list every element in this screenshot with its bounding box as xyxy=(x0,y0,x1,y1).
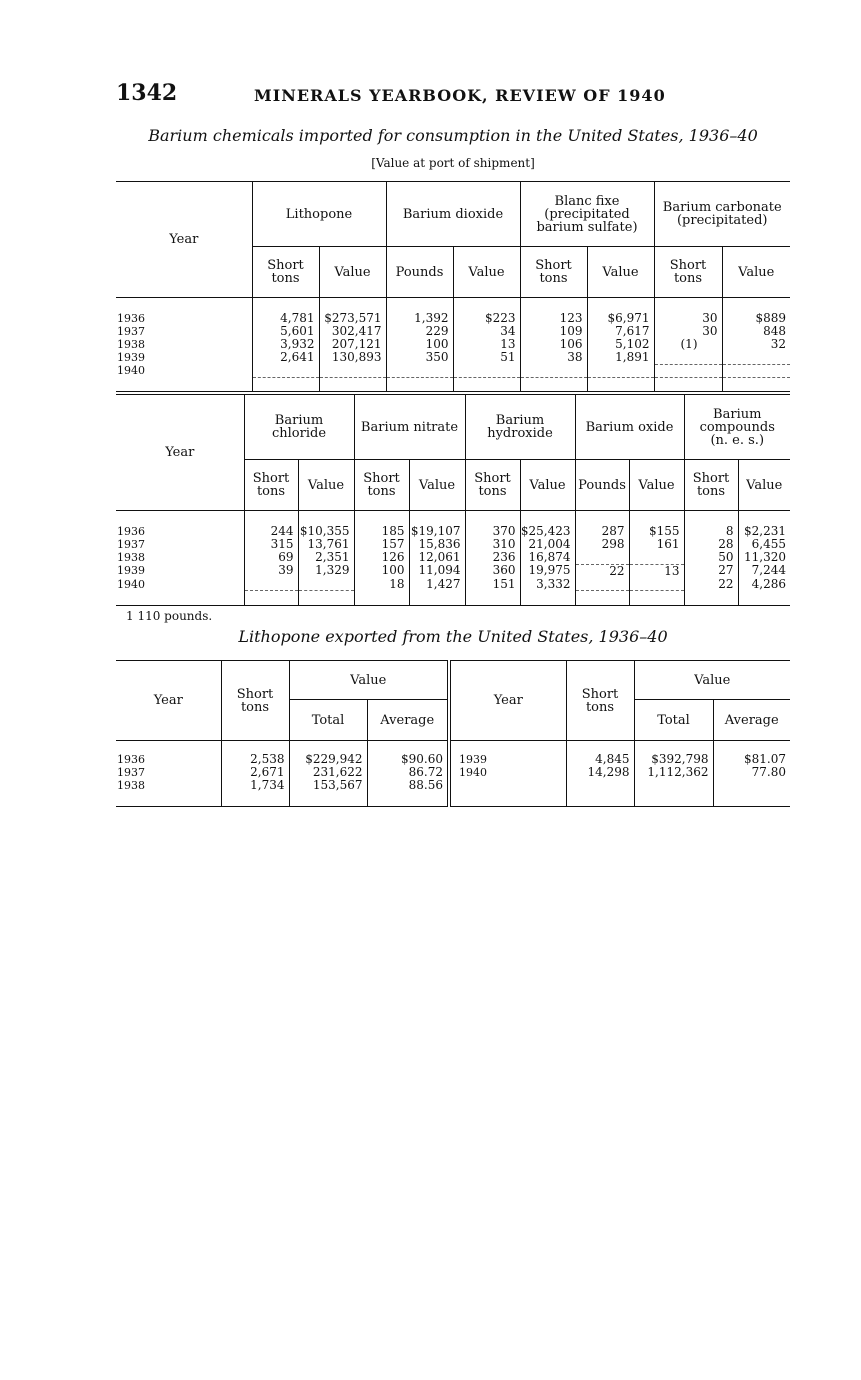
cell: 229 xyxy=(386,325,453,338)
table1-year-header: Year xyxy=(116,182,252,298)
cell: 18 xyxy=(354,578,409,591)
year-cell: 1940 xyxy=(117,577,145,591)
cell: $19,107 xyxy=(409,525,465,538)
table3-short-tons-header: Short tons xyxy=(566,661,634,741)
cell: 19,975 xyxy=(520,564,575,578)
table2-year-header: Year xyxy=(116,393,244,511)
table3-title: Lithopone exported from the United States, 1936–40 xyxy=(238,627,668,646)
cell: $223 xyxy=(453,312,520,325)
cell xyxy=(575,551,629,564)
cell: $889 xyxy=(722,312,790,325)
cell: $155 xyxy=(629,525,684,538)
cell: 360 xyxy=(465,564,520,578)
cell: 13,761 xyxy=(298,538,354,551)
cell xyxy=(587,364,654,377)
cell xyxy=(520,364,587,377)
cell xyxy=(386,364,453,377)
table3-year-header: Year xyxy=(116,661,221,741)
cell: 50 xyxy=(684,551,738,564)
cell: 100 xyxy=(354,564,409,578)
cell: 287 xyxy=(575,525,629,538)
table2-group-header: Barium hydroxide xyxy=(465,393,575,460)
table1-group-header: Barium carbonate (precipitated) xyxy=(654,182,790,247)
cell: 3,332 xyxy=(520,578,575,591)
year-cell: 1940 xyxy=(117,364,145,377)
cell xyxy=(244,578,298,591)
cell: $6,971 xyxy=(587,312,654,325)
cell: $81.07 xyxy=(713,753,790,766)
cell: 1,891 xyxy=(587,351,654,364)
table1-subheader: Short tons xyxy=(520,247,587,298)
cell xyxy=(629,551,684,564)
cell: 370 xyxy=(465,525,520,538)
cell: 350 xyxy=(386,351,453,364)
table-row xyxy=(116,564,790,578)
table2-subheader: Pounds xyxy=(575,460,629,511)
table2-subheader: Short tons xyxy=(354,460,409,511)
running-title: MINERALS YEARBOOK, REVIEW OF 1940 xyxy=(254,86,666,105)
cell: 310 xyxy=(465,538,520,551)
cell: 15,836 xyxy=(409,538,465,551)
table2-subheader: Short tons xyxy=(684,460,738,511)
year-cell: 1937 xyxy=(117,766,145,779)
cell: 86.72 xyxy=(367,766,449,779)
table3-year-header: Year xyxy=(449,661,566,741)
table1 xyxy=(116,181,790,391)
cell: 27 xyxy=(684,564,738,578)
table-row xyxy=(116,578,790,591)
table3-short-tons-header: Short tons xyxy=(221,661,289,741)
page-number: 1342 xyxy=(116,80,178,106)
table-row xyxy=(116,312,790,325)
cell: 14,298 xyxy=(566,766,634,779)
year-cell: 1936 xyxy=(117,312,145,325)
table1-subheader: Value xyxy=(587,247,654,298)
cell: 1,112,362 xyxy=(634,766,713,779)
table2 xyxy=(116,391,790,606)
cell xyxy=(252,364,319,377)
cell: (1) xyxy=(654,338,722,351)
cell: 7,617 xyxy=(587,325,654,338)
cell: 1,427 xyxy=(409,578,465,591)
table2-subheader: Value xyxy=(298,460,354,511)
cell: 30 xyxy=(654,312,722,325)
year-cell: 1936 xyxy=(117,525,145,538)
cell xyxy=(654,351,722,364)
year-cell: 1940 xyxy=(449,766,566,779)
cell: 302,417 xyxy=(319,325,386,338)
cell xyxy=(722,364,790,377)
year-cell: 1939 xyxy=(117,564,145,578)
year-cell: 1939 xyxy=(117,351,145,364)
year-cell: 1937 xyxy=(117,538,145,551)
cell: 848 xyxy=(722,325,790,338)
table-row xyxy=(116,351,790,364)
cell: 123 xyxy=(520,312,587,325)
cell: 315 xyxy=(244,538,298,551)
year-cell: 1937 xyxy=(117,325,145,338)
cell: $25,423 xyxy=(520,525,575,538)
cell: $392,798 xyxy=(634,753,713,766)
cell: 244 xyxy=(244,525,298,538)
cell: $273,571 xyxy=(319,312,386,325)
table1-subheader: Short tons xyxy=(654,247,722,298)
table2-subheader: Short tons xyxy=(244,460,298,511)
cell xyxy=(453,364,520,377)
table-row xyxy=(116,338,790,351)
table-row xyxy=(116,779,790,792)
table1-group-header: Blanc fixe (precipitated barium sulfate) xyxy=(520,182,654,247)
table2-subheader: Short tons xyxy=(465,460,520,511)
cell: 1,392 xyxy=(386,312,453,325)
cell: 151 xyxy=(465,578,520,591)
cell: 21,004 xyxy=(520,538,575,551)
cell: 77.80 xyxy=(713,766,790,779)
cell: 28 xyxy=(684,538,738,551)
year-cell: 1939 xyxy=(449,753,566,766)
cell: 231,622 xyxy=(289,766,367,779)
cell: 5,601 xyxy=(252,325,319,338)
cell: 30 xyxy=(654,325,722,338)
cell: $10,355 xyxy=(298,525,354,538)
cell: 34 xyxy=(453,325,520,338)
table3-total-header: Total xyxy=(289,700,367,741)
cell: 2,671 xyxy=(221,766,289,779)
cell: 298 xyxy=(575,538,629,551)
year-cell: 1938 xyxy=(117,551,145,564)
table-row xyxy=(116,551,790,564)
year-cell: 1936 xyxy=(117,753,145,766)
cell: 69 xyxy=(244,551,298,564)
cell: 4,286 xyxy=(738,578,790,591)
cell xyxy=(654,364,722,377)
table2-group-header: Barium compounds (n. e. s.) xyxy=(684,393,790,460)
cell: 130,893 xyxy=(319,351,386,364)
table-row xyxy=(116,766,790,779)
cell: 7,244 xyxy=(738,564,790,578)
table3-total-header: Total xyxy=(634,700,713,741)
table2-subheader: Value xyxy=(629,460,684,511)
cell: 6,455 xyxy=(738,538,790,551)
cell: 2,538 xyxy=(221,753,289,766)
cell xyxy=(319,364,386,377)
table3-average-header: Average xyxy=(367,700,449,741)
cell: 161 xyxy=(629,538,684,551)
cell: 1,329 xyxy=(298,564,354,578)
table2-subheader: Value xyxy=(738,460,790,511)
table1-subtitle: [Value at port of shipment] xyxy=(371,156,535,170)
table-row xyxy=(116,364,790,377)
cell: 3,932 xyxy=(252,338,319,351)
year-cell: 1938 xyxy=(117,338,145,351)
cell: 12,061 xyxy=(409,551,465,564)
table2-subheader: Value xyxy=(409,460,465,511)
table1-subheader: Short tons xyxy=(252,247,319,298)
cell: 22 xyxy=(684,578,738,591)
table1-group-header: Lithopone xyxy=(252,182,386,247)
cell xyxy=(298,578,354,591)
cell: 32 xyxy=(722,338,790,351)
table2-subheader: Value xyxy=(520,460,575,511)
table1-subheader: Value xyxy=(319,247,386,298)
cell: 13 xyxy=(629,564,684,578)
table2-group-header: Barium oxide xyxy=(575,393,684,460)
year-cell: 1938 xyxy=(117,779,145,792)
cell: 153,567 xyxy=(289,779,367,792)
cell: 2,351 xyxy=(298,551,354,564)
cell: 157 xyxy=(354,538,409,551)
cell: 13 xyxy=(453,338,520,351)
table3-average-header: Average xyxy=(713,700,790,741)
cell: 109 xyxy=(520,325,587,338)
cell: 100 xyxy=(386,338,453,351)
table3 xyxy=(116,660,790,807)
cell: 16,874 xyxy=(520,551,575,564)
table2-group-header: Barium chloride xyxy=(244,393,354,460)
cell xyxy=(575,578,629,591)
cell: 207,121 xyxy=(319,338,386,351)
cell: 236 xyxy=(465,551,520,564)
cell: 4,781 xyxy=(252,312,319,325)
cell: 22 xyxy=(575,564,629,578)
table3-value-header: Value xyxy=(634,661,790,700)
table3-value-header: Value xyxy=(289,661,449,700)
cell: 106 xyxy=(520,338,587,351)
footnote: 1 110 pounds. xyxy=(126,609,213,623)
table1-subheader: Pounds xyxy=(386,247,453,298)
table1-subheader: Value xyxy=(722,247,790,298)
cell: 11,094 xyxy=(409,564,465,578)
cell: 1,734 xyxy=(221,779,289,792)
table1-subheader: Value xyxy=(453,247,520,298)
cell: 88.56 xyxy=(367,779,449,792)
cell: 11,320 xyxy=(738,551,790,564)
cell: 5,102 xyxy=(587,338,654,351)
cell xyxy=(722,351,790,364)
cell: 39 xyxy=(244,564,298,578)
cell: 4,845 xyxy=(566,753,634,766)
table1-group-header: Barium dioxide xyxy=(386,182,520,247)
table2-group-header: Barium nitrate xyxy=(354,393,465,460)
cell: $2,231 xyxy=(738,525,790,538)
cell: 51 xyxy=(453,351,520,364)
cell: 126 xyxy=(354,551,409,564)
cell: $90.60 xyxy=(367,753,449,766)
cell: 185 xyxy=(354,525,409,538)
table1-title: Barium chemicals imported for consumption in the United States, 1936–40 xyxy=(148,126,758,145)
cell: 8 xyxy=(684,525,738,538)
cell: 38 xyxy=(520,351,587,364)
cell: 2,641 xyxy=(252,351,319,364)
cell: $229,942 xyxy=(289,753,367,766)
cell xyxy=(629,578,684,591)
